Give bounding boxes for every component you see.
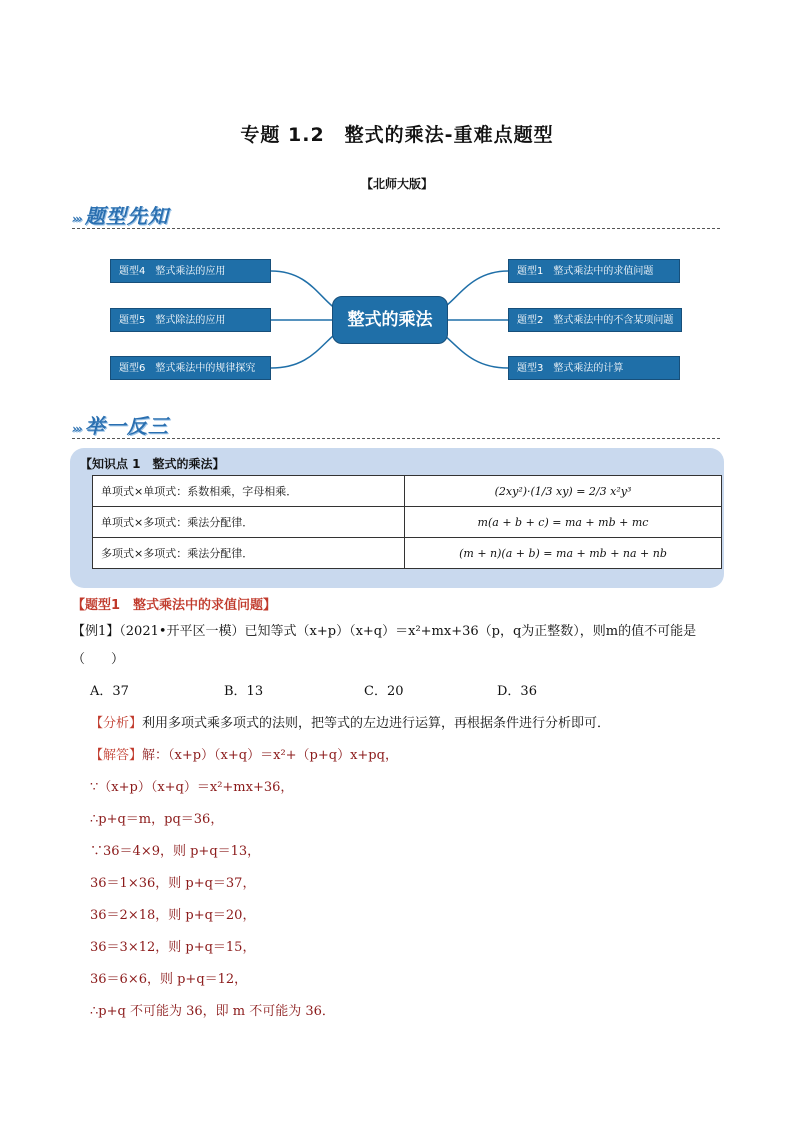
mindmap-center: 整式的乘法 [332,296,448,344]
mindmap-node-type1: 题型1 整式乘法中的求值问题 [508,259,680,283]
knowledge-title: 【知识点 1 整式的乘法】 [80,457,225,471]
solution-step: ∴p+q 不可能为 36，即 m 不可能为 36． [90,1004,335,1019]
divider [72,438,720,439]
formula-cell: (m + n)(a + b) = ma + mb + na + nb [405,538,722,569]
table-row [93,476,722,507]
edition-label: 【北师大版】 [360,177,433,191]
section-label: 举一反三 [84,414,169,438]
table-row [93,507,722,538]
analysis-text: 利用多项式乘多项式的法则，把等式的左边进行运算，再根据条件进行分析即可． [142,716,611,731]
solution-step: ∴p+q＝m，pq＝36， [90,812,224,827]
arrows-icon: ››› [72,422,81,436]
mindmap-node-type3: 题型3 整式乘法的计算 [508,356,680,380]
page-title: 专题 1.2 整式的乘法-重难点题型 [240,124,554,146]
mindmap-node-type4: 题型4 整式乘法的应用 [110,259,271,283]
solution-step: 36＝1×36，则 p+q＝37， [90,876,256,891]
solution-step: 36＝3×12，则 p+q＝15， [90,940,256,955]
option-c: C．20 [364,684,404,699]
type-heading: 【题型1 整式乘法中的求值问题】 [72,598,277,613]
formula-cell: (2xy²)·(1/3 xy) = 2/3 x²y³ [405,476,722,507]
rule-cell: 单项式×多项式：乘法分配律． [93,507,405,538]
arrows-icon: ››› [72,212,81,226]
rule-cell: 单项式×单项式：系数相乘，字母相乘． [93,476,405,507]
analysis-label: 【分析】 [90,716,143,731]
knowledge-table [92,475,722,569]
table-row [93,538,722,569]
answer-text: 解：（x+p）（x+q）＝x²+（p+q）x+pq， [142,748,398,763]
solution-step: 36＝6×6，则 p+q＝12， [90,972,248,987]
answer-line [90,744,398,763]
mindmap-node-type6: 题型6 整式乘法中的规律探究 [110,356,271,380]
option-d: D．36 [497,684,537,699]
solution-step: ∵36＝4×9，则 p+q＝13， [90,844,261,859]
mindmap-node-type5: 题型5 整式除法的应用 [110,308,271,332]
section-header-practice [72,410,169,439]
option-a: A．37 [90,684,129,699]
formula-cell: m(a + b + c) = ma + mb + mc [405,507,722,538]
example-question: 【例1】（2021•开平区一模）已知等式（x+p）（x+q）＝x²+mx+36（p，q为正整数），则m的值不可能是（ ） [72,624,697,667]
solution-step: ∵（x+p）（x+q）＝x²+mx+36， [90,780,294,795]
section-label: 题型先知 [84,204,169,228]
option-b: B．13 [224,684,264,699]
answer-label: 【解答】 [90,748,143,763]
solution-step: 36＝2×18，则 p+q＝20， [90,908,256,923]
mindmap-node-type2: 题型2 整式乘法中的不含某项问题 [508,308,682,332]
analysis-line [90,712,610,731]
rule-cell: 多项式×多项式：乘法分配律． [93,538,405,569]
